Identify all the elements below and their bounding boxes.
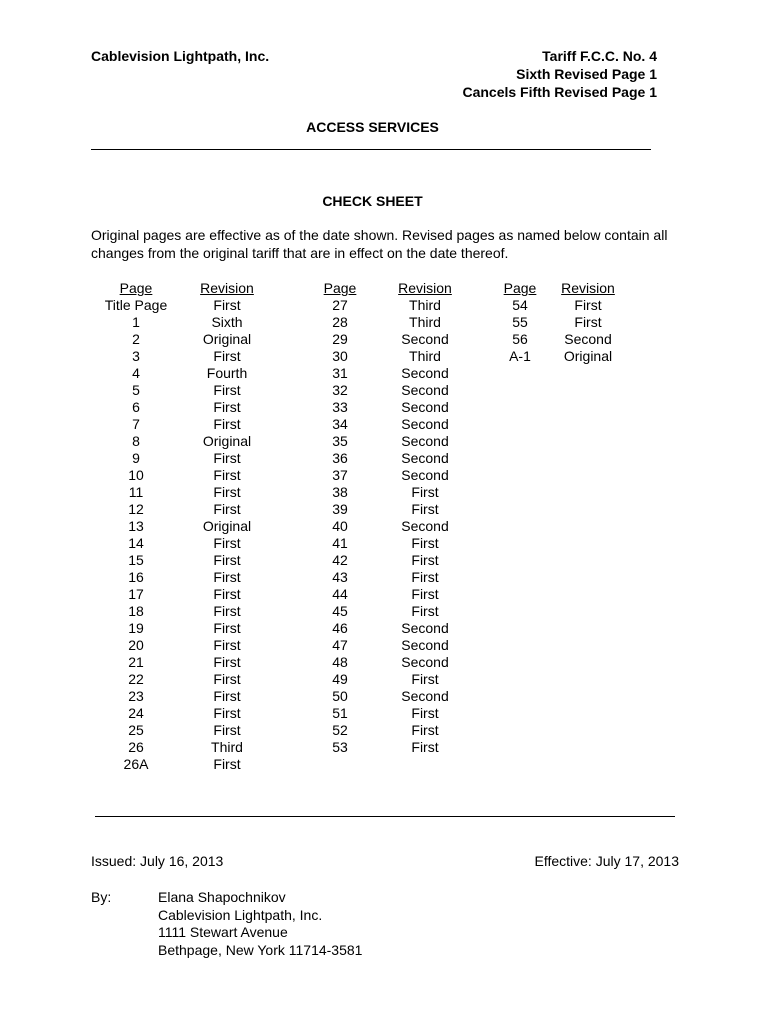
- page-number-cell: 28: [332, 314, 348, 330]
- issuer-street: 1111 Stewart Avenue: [158, 924, 288, 940]
- revision-cell: First: [574, 297, 602, 313]
- page-number-cell: 5: [132, 382, 140, 398]
- page-number-cell: 3: [132, 348, 140, 364]
- page-number-cell: A-1: [509, 348, 531, 364]
- page-number-cell: 26: [128, 739, 144, 755]
- revision-cell: First: [213, 637, 241, 653]
- page-number-cell: 51: [332, 705, 348, 721]
- revision-cell: First: [411, 484, 439, 500]
- revision-cell: First: [213, 450, 241, 466]
- revision-cell: Second: [401, 518, 449, 534]
- revision-cell: Third: [409, 297, 441, 313]
- page-number-cell: 6: [132, 399, 140, 415]
- page-number-cell: 29: [332, 331, 348, 347]
- revision-cell: Original: [202, 433, 252, 449]
- revision-cell: Second: [401, 654, 449, 670]
- revision-cell: First: [213, 382, 241, 398]
- page-number-cell: 9: [132, 450, 140, 466]
- revision-cell: First: [411, 586, 439, 602]
- revision-cell: Second: [401, 331, 449, 347]
- section-title: ACCESS SERVICES: [306, 119, 439, 135]
- revision-cell: Original: [202, 331, 252, 347]
- page-number-cell: 37: [332, 467, 348, 483]
- intro-paragraph: Original pages are effective as of the date shown. Revised pages as named below contain all changes from the original tariff that are in effect on the date thereof.: [91, 227, 668, 261]
- page-number-cell: 12: [128, 501, 144, 517]
- page-number-cell: 36: [332, 450, 348, 466]
- revision-cell: First: [411, 603, 439, 619]
- revision-cell: First: [213, 620, 241, 636]
- page-number-cell: 32: [332, 382, 348, 398]
- revision-column-3: [543, 280, 633, 365]
- page-number-cell: 26A: [123, 756, 149, 772]
- revision-cell: First: [213, 416, 241, 432]
- revision-cell: First: [213, 535, 241, 551]
- page-number-cell: 24: [128, 705, 144, 721]
- issued-date: Issued: July 16, 2013: [91, 853, 224, 869]
- page-header: Page: [503, 280, 537, 296]
- revision-cell: Second: [401, 382, 449, 398]
- page-title: CHECK SHEET: [322, 193, 423, 209]
- tariff-number: Tariff F.C.C. No. 4: [542, 48, 657, 64]
- revision-cell: First: [213, 484, 241, 500]
- page-number-cell: 40: [332, 518, 348, 534]
- page-number-cell: 15: [128, 552, 144, 568]
- revision-cell: First: [213, 348, 241, 364]
- page-number-cell: 8: [132, 433, 140, 449]
- revision-cell: Sixth: [211, 314, 243, 330]
- revision-cell: First: [213, 501, 241, 517]
- page-number-cell: 47: [332, 637, 348, 653]
- revision-cell: First: [411, 501, 439, 517]
- page-number-cell: 10: [128, 467, 144, 483]
- page-number-cell: 45: [332, 603, 348, 619]
- revision-header: Revision: [398, 280, 452, 296]
- page-number-cell: 43: [332, 569, 348, 585]
- revision-cell: Second: [401, 365, 449, 381]
- revision-cell: First: [213, 705, 241, 721]
- revision-header: Revision: [200, 280, 254, 296]
- revision-cell: First: [411, 552, 439, 568]
- page-number-cell: 52: [332, 722, 348, 738]
- page-number-cell: 54: [512, 297, 528, 313]
- page-column-2: [295, 280, 385, 756]
- page-number-cell: 27: [332, 297, 348, 313]
- revision-cell: First: [411, 671, 439, 687]
- page-number-cell: 22: [128, 671, 144, 687]
- page-number-cell: 2: [132, 331, 140, 347]
- page-number-cell: 33: [332, 399, 348, 415]
- page-number-cell: 38: [332, 484, 348, 500]
- revision-cell: First: [213, 756, 241, 772]
- page-number-cell: 14: [128, 535, 144, 551]
- page-number-cell: 50: [332, 688, 348, 704]
- page-number-cell: 31: [332, 365, 348, 381]
- issuer-address: [158, 889, 362, 959]
- revision-cell: Second: [401, 467, 449, 483]
- revision-cell: First: [213, 722, 241, 738]
- page-number-cell: 21: [128, 654, 144, 670]
- page-number-cell: 48: [332, 654, 348, 670]
- revision-cell: First: [213, 688, 241, 704]
- page-number-cell: 53: [332, 739, 348, 755]
- page-number-cell: 18: [128, 603, 144, 619]
- page-number-cell: 49: [332, 671, 348, 687]
- issuer-name: Elana Shapochnikov: [158, 889, 286, 905]
- revision-cell: Second: [401, 620, 449, 636]
- revision-cell: First: [213, 297, 241, 313]
- header-divider: [91, 149, 651, 150]
- revision-cell: First: [213, 569, 241, 585]
- revision-cell: First: [411, 535, 439, 551]
- revision-cell: First: [213, 399, 241, 415]
- page-header: Page: [119, 280, 153, 296]
- issuer-city: Bethpage, New York 11714-3581: [158, 941, 363, 958]
- page-number-cell: 13: [128, 518, 144, 534]
- revision-cell: Third: [409, 314, 441, 330]
- page-number-cell: 34: [332, 416, 348, 432]
- page-header: Page: [323, 280, 357, 296]
- effective-date: Effective: July 17, 2013: [534, 853, 679, 869]
- revision-cell: First: [213, 603, 241, 619]
- revision-cell: Original: [563, 348, 613, 364]
- revision-cell: First: [213, 552, 241, 568]
- revision-cell: Second: [401, 416, 449, 432]
- footer-divider: [95, 816, 675, 817]
- page-number-cell: 55: [512, 314, 528, 330]
- revision-cell: First: [213, 467, 241, 483]
- page-number-cell: 41: [332, 535, 348, 551]
- revision-cell: First: [213, 654, 241, 670]
- revision-cell: First: [213, 586, 241, 602]
- page-number-cell: 23: [128, 688, 144, 704]
- page-number-cell: 17: [128, 586, 144, 602]
- cancels-page: Cancels Fifth Revised Page 1: [462, 84, 657, 100]
- page-number-cell: 4: [132, 365, 140, 381]
- revision-cell: Second: [564, 331, 612, 347]
- page-number-cell: 39: [332, 501, 348, 517]
- revision-cell: First: [411, 569, 439, 585]
- revision-column-1: [182, 280, 272, 773]
- issuer-company: Cablevision Lightpath, Inc.: [158, 906, 323, 923]
- page-column-1: [91, 280, 181, 773]
- revision-cell: First: [411, 722, 439, 738]
- revision-cell: Second: [401, 450, 449, 466]
- page-number-cell: 20: [128, 637, 144, 653]
- revised-page: Sixth Revised Page 1: [516, 66, 657, 82]
- page-number-cell: 1: [132, 314, 140, 330]
- revision-column-2: [380, 280, 470, 756]
- revision-cell: Second: [401, 433, 449, 449]
- revision-cell: First: [411, 739, 439, 755]
- revision-cell: Second: [401, 688, 449, 704]
- page-number-cell: 16: [128, 569, 144, 585]
- page-number-cell: 30: [332, 348, 348, 364]
- revision-cell: Second: [401, 399, 449, 415]
- revision-header: Revision: [561, 280, 615, 296]
- revision-cell: Original: [202, 518, 252, 534]
- revision-cell: First: [213, 671, 241, 687]
- page-number-cell: 11: [128, 484, 144, 500]
- page-number-cell: 25: [128, 722, 144, 738]
- page-number-cell: Title Page: [104, 297, 168, 313]
- page-number-cell: 44: [332, 586, 348, 602]
- company-name: Cablevision Lightpath, Inc.: [91, 48, 270, 64]
- page-number-cell: 19: [128, 620, 144, 636]
- by-label: By:: [91, 889, 112, 905]
- page-number-cell: 42: [332, 552, 348, 568]
- revision-cell: Second: [401, 637, 449, 653]
- page-number-cell: 35: [332, 433, 348, 449]
- page-number-cell: 7: [132, 416, 140, 432]
- revision-cell: Third: [409, 348, 441, 364]
- revision-cell: Fourth: [206, 365, 248, 381]
- revision-cell: Third: [211, 739, 243, 755]
- page-number-cell: 46: [332, 620, 348, 636]
- revision-cell: First: [411, 705, 439, 721]
- page-number-cell: 56: [512, 331, 528, 347]
- revision-cell: First: [574, 314, 602, 330]
